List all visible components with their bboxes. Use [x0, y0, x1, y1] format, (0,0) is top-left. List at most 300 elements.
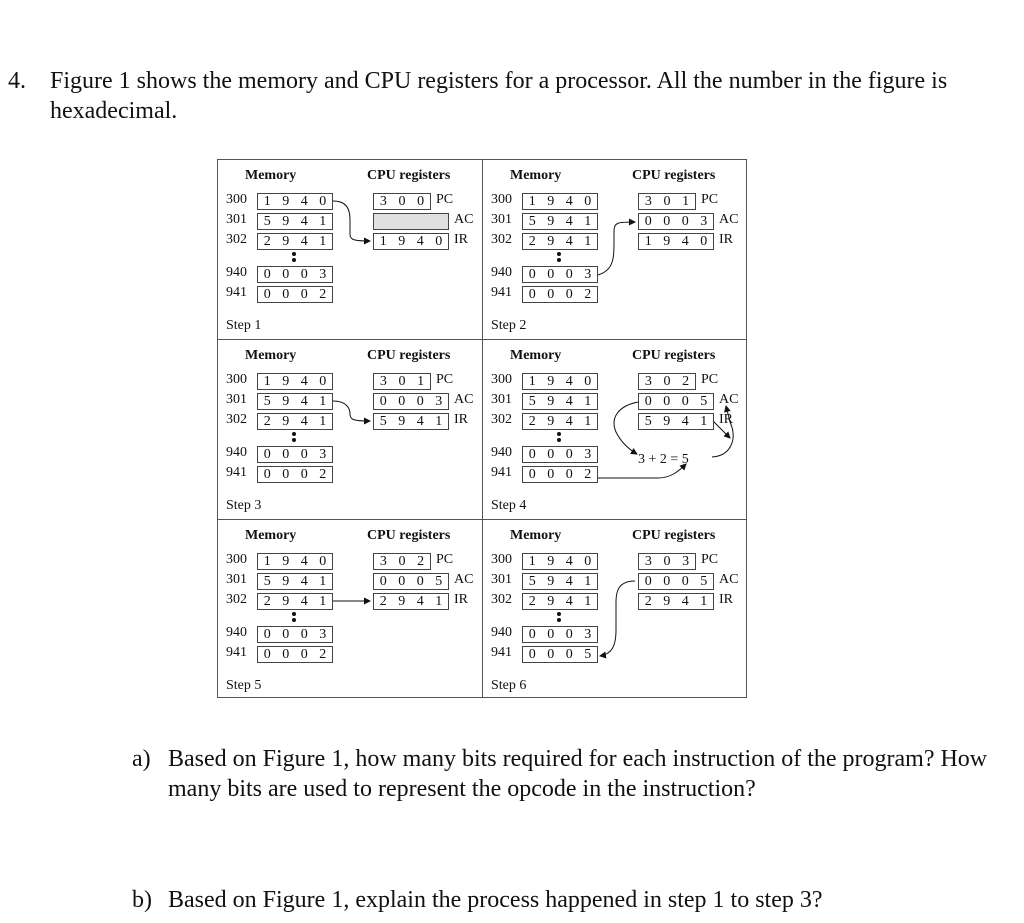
hex-digit: 3 [584, 266, 592, 282]
step-label: Step 4 [491, 498, 527, 513]
hex-digit: 4 [300, 213, 308, 229]
hex-digit: 3 [700, 213, 708, 229]
hex-digit: 1 [319, 213, 327, 229]
subquestion-label: a) [132, 746, 151, 772]
ellipsis-dot [557, 438, 561, 442]
hex-digit: 1 [319, 413, 327, 429]
hex-digit: 2 [528, 593, 536, 609]
hex-digit: 0 [263, 626, 271, 642]
hex-digit: 1 [319, 393, 327, 409]
memory-title: Memory [510, 168, 562, 183]
subquestion-text: Based on Figure 1, how many bits required for each instruction of the program? How many bits are used to represent the opcode in the instruction? [168, 746, 988, 802]
hex-digit: 4 [300, 233, 308, 249]
hex-digit: 5 [700, 573, 708, 589]
memory-cell [522, 373, 598, 390]
memory-address: 300 [491, 372, 512, 387]
hex-digit: 0 [398, 393, 406, 409]
hex-digit: 2 [682, 373, 690, 389]
hex-digit: 1 [435, 413, 443, 429]
hex-digit: 9 [282, 233, 290, 249]
cpu-registers-title: CPU registers [367, 168, 451, 183]
memory-address: 302 [491, 232, 512, 247]
memory-cell [257, 373, 333, 390]
hex-digit: 0 [282, 446, 290, 462]
register-label-pc: PC [436, 552, 454, 567]
memory-cell [257, 626, 333, 643]
hex-digit: 2 [263, 413, 271, 429]
hex-digit: 0 [681, 393, 689, 409]
hex-digit: 0 [263, 466, 271, 482]
register-ir [638, 413, 714, 430]
ellipsis-dot [292, 618, 296, 622]
memory-address: 302 [491, 412, 512, 427]
hex-digit: 1 [263, 553, 271, 569]
register-pc [373, 373, 431, 390]
memory-cell [257, 553, 333, 570]
register-label-pc: PC [701, 192, 719, 207]
memory-address: 940 [226, 445, 247, 460]
hex-digit: 4 [565, 233, 573, 249]
hex-digit: 0 [319, 373, 327, 389]
hex-digit: 9 [282, 553, 290, 569]
step-panel [218, 340, 482, 519]
hex-digit: 4 [565, 553, 573, 569]
hex-digit: 4 [300, 573, 308, 589]
ellipsis-dot [292, 258, 296, 262]
hex-digit: 0 [565, 466, 573, 482]
memory-address: 300 [226, 552, 247, 567]
ellipsis-dot [292, 432, 296, 436]
memory-address: 941 [491, 645, 512, 660]
hex-digit: 0 [565, 626, 573, 642]
register-label-ir: IR [454, 412, 468, 427]
hex-digit: 0 [398, 553, 406, 569]
memory-address: 301 [226, 392, 247, 407]
memory-cell [257, 446, 333, 463]
memory-cell [257, 266, 333, 283]
hex-digit: 0 [416, 393, 424, 409]
memory-address: 940 [491, 625, 512, 640]
hex-digit: 5 [379, 413, 387, 429]
register-ac [638, 393, 714, 410]
hex-digit: 0 [584, 553, 592, 569]
hex-digit: 9 [547, 573, 555, 589]
hex-digit: 9 [547, 193, 555, 209]
register-ac [638, 573, 714, 590]
hex-digit: 2 [319, 646, 327, 662]
memory-cell [257, 413, 333, 430]
hex-digit: 3 [584, 626, 592, 642]
hex-digit: 4 [681, 413, 689, 429]
hex-digit: 5 [263, 393, 271, 409]
hex-digit: 1 [700, 413, 708, 429]
hex-digit: 5 [528, 573, 536, 589]
register-pc [638, 373, 696, 390]
hex-digit: 0 [547, 466, 555, 482]
hex-digit: 9 [282, 393, 290, 409]
register-ac [638, 213, 714, 230]
hex-digit: 4 [300, 413, 308, 429]
hex-digit: 1 [528, 193, 536, 209]
hex-digit: 4 [565, 193, 573, 209]
cpu-registers-title: CPU registers [632, 528, 716, 543]
memory-title: Memory [510, 528, 562, 543]
register-label-ac: AC [719, 392, 739, 407]
register-label-ir: IR [719, 412, 733, 427]
hex-digit: 1 [682, 193, 690, 209]
register-label-pc: PC [436, 192, 454, 207]
hex-digit: 0 [547, 646, 555, 662]
hex-digit: 2 [417, 553, 425, 569]
hex-digit: 3 [379, 193, 387, 209]
ellipsis-dot [557, 252, 561, 256]
hex-digit: 1 [417, 373, 425, 389]
hex-digit: 5 [584, 646, 592, 662]
memory-cell [257, 593, 333, 610]
sum-annotation: 3 + 2 = 5 [638, 452, 689, 467]
hex-digit: 1 [435, 593, 443, 609]
memory-address: 941 [491, 285, 512, 300]
memory-cell [522, 646, 598, 663]
hex-digit: 0 [282, 646, 290, 662]
memory-cell [522, 193, 598, 210]
cpu-registers-title: CPU registers [367, 528, 451, 543]
cpu-registers-title: CPU registers [367, 348, 451, 363]
register-pc [638, 193, 696, 210]
hex-digit: 0 [663, 553, 671, 569]
hex-digit: 4 [416, 233, 424, 249]
hex-digit: 0 [528, 266, 536, 282]
hex-digit: 0 [300, 626, 308, 642]
hex-digit: 4 [416, 593, 424, 609]
memory-cell [522, 593, 598, 610]
question-text: Figure 1 shows the memory and CPU registers for a processor. All the number in the figure is hexadecimal. [50, 68, 948, 124]
hex-digit: 0 [663, 193, 671, 209]
memory-title: Memory [245, 348, 297, 363]
hex-digit: 4 [565, 213, 573, 229]
hex-digit: 0 [300, 286, 308, 302]
memory-cell [522, 266, 598, 283]
hex-digit: 3 [644, 193, 652, 209]
hex-digit: 0 [282, 266, 290, 282]
hex-digit: 9 [547, 373, 555, 389]
memory-address: 300 [226, 192, 247, 207]
register-label-pc: PC [436, 372, 454, 387]
hex-digit: 1 [263, 193, 271, 209]
register-ir [638, 593, 714, 610]
hex-digit: 0 [398, 573, 406, 589]
register-ir [373, 413, 449, 430]
hex-digit: 0 [379, 573, 387, 589]
figure-1 [217, 159, 747, 698]
hex-digit: 0 [663, 373, 671, 389]
hex-digit: 0 [547, 626, 555, 642]
hex-digit: 0 [565, 446, 573, 462]
register-ac [373, 393, 449, 410]
subquestion-text: Based on Figure 1, explain the process happened in step 1 to step 3? [168, 887, 823, 913]
register-label-ac: AC [719, 212, 739, 227]
step-panel [483, 340, 747, 519]
memory-address: 941 [226, 285, 247, 300]
memory-address: 300 [491, 552, 512, 567]
hex-digit: 0 [300, 266, 308, 282]
hex-digit: 5 [435, 573, 443, 589]
hex-digit: 3 [319, 266, 327, 282]
hex-digit: 5 [644, 413, 652, 429]
hex-digit: 0 [263, 646, 271, 662]
hex-digit: 5 [700, 393, 708, 409]
register-label-pc: PC [701, 372, 719, 387]
hex-digit: 0 [416, 573, 424, 589]
hex-digit: 0 [398, 193, 406, 209]
hex-digit: 4 [300, 373, 308, 389]
register-ir [373, 593, 449, 610]
step-label: Step 1 [226, 318, 262, 333]
register-label-ir: IR [719, 592, 733, 607]
hex-digit: 2 [263, 593, 271, 609]
hex-digit: 9 [547, 413, 555, 429]
step-panel [218, 520, 482, 699]
register-label-ac: AC [454, 572, 474, 587]
hex-digit: 0 [547, 446, 555, 462]
hex-digit: 4 [565, 373, 573, 389]
hex-digit: 0 [379, 393, 387, 409]
hex-digit: 4 [565, 593, 573, 609]
memory-cell [522, 466, 598, 483]
register-pc [373, 553, 431, 570]
register-label-ir: IR [454, 592, 468, 607]
ellipsis-dot [292, 438, 296, 442]
hex-digit: 1 [319, 573, 327, 589]
register-label-ir: IR [719, 232, 733, 247]
hex-digit: 9 [282, 193, 290, 209]
hex-digit: 0 [663, 393, 671, 409]
memory-address: 940 [226, 265, 247, 280]
hex-digit: 0 [681, 213, 689, 229]
hex-digit: 1 [263, 373, 271, 389]
hex-digit: 0 [584, 373, 592, 389]
hex-digit: 0 [528, 626, 536, 642]
register-ac [373, 573, 449, 590]
hex-digit: 2 [584, 466, 592, 482]
hex-digit: 0 [319, 553, 327, 569]
register-pc [638, 553, 696, 570]
hex-digit: 9 [663, 593, 671, 609]
memory-cell [522, 393, 598, 410]
hex-digit: 0 [282, 466, 290, 482]
hex-digit: 2 [584, 286, 592, 302]
hex-digit: 9 [398, 233, 406, 249]
hex-digit: 0 [644, 393, 652, 409]
memory-cell [522, 286, 598, 303]
memory-cell [257, 393, 333, 410]
hex-digit: 9 [547, 553, 555, 569]
step-panel [483, 520, 747, 699]
hex-digit: 0 [663, 573, 671, 589]
hex-digit: 9 [282, 573, 290, 589]
ellipsis-dot [292, 252, 296, 256]
hex-digit: 0 [528, 646, 536, 662]
hex-digit: 2 [644, 593, 652, 609]
hex-digit: 1 [584, 233, 592, 249]
memory-address: 300 [226, 372, 247, 387]
hex-digit: 2 [263, 233, 271, 249]
memory-address: 302 [226, 592, 247, 607]
hex-digit: 9 [547, 213, 555, 229]
memory-address: 302 [226, 232, 247, 247]
hex-digit: 3 [379, 373, 387, 389]
memory-address: 941 [491, 465, 512, 480]
register-label-ir: IR [454, 232, 468, 247]
hex-digit: 0 [663, 213, 671, 229]
ellipsis-dot [557, 612, 561, 616]
hex-digit: 0 [282, 286, 290, 302]
memory-cell [257, 646, 333, 663]
memory-address: 941 [226, 645, 247, 660]
hex-digit: 0 [263, 446, 271, 462]
cpu-registers-title: CPU registers [632, 168, 716, 183]
memory-address: 940 [491, 265, 512, 280]
hex-digit: 3 [435, 393, 443, 409]
hex-digit: 4 [565, 573, 573, 589]
step-label: Step 5 [226, 678, 262, 693]
memory-address: 301 [491, 572, 512, 587]
hex-digit: 0 [282, 626, 290, 642]
step-label: Step 3 [226, 498, 262, 513]
hex-digit: 9 [282, 213, 290, 229]
ellipsis-dot [557, 432, 561, 436]
register-ir [638, 233, 714, 250]
hex-digit: 0 [528, 466, 536, 482]
memory-cell [522, 446, 598, 463]
hex-digit: 0 [584, 193, 592, 209]
hex-digit: 0 [547, 286, 555, 302]
hex-digit: 1 [700, 593, 708, 609]
hex-digit: 2 [379, 593, 387, 609]
hex-digit: 1 [319, 593, 327, 609]
memory-address: 300 [491, 192, 512, 207]
register-label-pc: PC [701, 552, 719, 567]
register-ac [373, 213, 449, 230]
hex-digit: 0 [547, 266, 555, 282]
hex-digit: 1 [584, 593, 592, 609]
hex-digit: 0 [565, 646, 573, 662]
register-pc [373, 193, 431, 210]
register-ir [373, 233, 449, 250]
hex-digit: 0 [700, 233, 708, 249]
memory-cell [522, 413, 598, 430]
hex-digit: 0 [528, 286, 536, 302]
hex-digit: 0 [319, 193, 327, 209]
memory-address: 301 [226, 212, 247, 227]
memory-cell [522, 553, 598, 570]
hex-digit: 4 [565, 413, 573, 429]
memory-cell [522, 626, 598, 643]
hex-digit: 3 [644, 553, 652, 569]
hex-digit: 1 [644, 233, 652, 249]
cpu-registers-title: CPU registers [632, 348, 716, 363]
hex-digit: 5 [528, 213, 536, 229]
hex-digit: 3 [584, 446, 592, 462]
hex-digit: 1 [528, 373, 536, 389]
hex-digit: 4 [416, 413, 424, 429]
hex-digit: 9 [547, 593, 555, 609]
hex-digit: 3 [682, 553, 690, 569]
step-label: Step 2 [491, 318, 527, 333]
hex-digit: 3 [379, 553, 387, 569]
hex-digit: 0 [644, 573, 652, 589]
memory-address: 302 [226, 412, 247, 427]
question-number: 4. [8, 68, 26, 94]
hex-digit: 1 [584, 213, 592, 229]
hex-digit: 3 [319, 446, 327, 462]
hex-digit: 2 [528, 413, 536, 429]
hex-digit: 0 [300, 646, 308, 662]
hex-digit: 4 [300, 593, 308, 609]
register-label-ac: AC [454, 392, 474, 407]
hex-digit: 9 [547, 233, 555, 249]
step-label: Step 6 [491, 678, 527, 693]
hex-digit: 9 [398, 413, 406, 429]
memory-address: 940 [491, 445, 512, 460]
hex-digit: 0 [300, 466, 308, 482]
memory-cell [522, 233, 598, 250]
memory-address: 302 [491, 592, 512, 607]
register-label-ac: AC [454, 212, 474, 227]
hex-digit: 0 [528, 446, 536, 462]
hex-digit: 1 [584, 393, 592, 409]
memory-title: Memory [510, 348, 562, 363]
hex-digit: 4 [565, 393, 573, 409]
hex-digit: 4 [300, 393, 308, 409]
hex-digit: 0 [398, 373, 406, 389]
register-label-ac: AC [719, 572, 739, 587]
hex-digit: 1 [584, 573, 592, 589]
hex-digit: 1 [319, 233, 327, 249]
hex-digit: 4 [681, 233, 689, 249]
hex-digit: 9 [282, 413, 290, 429]
hex-digit: 4 [300, 553, 308, 569]
hex-digit: 0 [300, 446, 308, 462]
hex-digit: 9 [663, 233, 671, 249]
hex-digit: 9 [547, 393, 555, 409]
hex-digit: 9 [398, 593, 406, 609]
hex-digit: 1 [528, 553, 536, 569]
memory-title: Memory [245, 168, 297, 183]
memory-cell [257, 233, 333, 250]
hex-digit: 5 [263, 213, 271, 229]
step-panel [483, 160, 747, 339]
memory-address: 301 [491, 212, 512, 227]
step-panel [218, 160, 482, 339]
memory-cell [257, 213, 333, 230]
ellipsis-dot [557, 618, 561, 622]
hex-digit: 4 [300, 193, 308, 209]
memory-cell [257, 466, 333, 483]
hex-digit: 5 [263, 573, 271, 589]
hex-digit: 0 [644, 213, 652, 229]
hex-digit: 1 [379, 233, 387, 249]
memory-cell [257, 193, 333, 210]
hex-digit: 2 [319, 466, 327, 482]
hex-digit: 2 [319, 286, 327, 302]
hex-digit: 0 [565, 286, 573, 302]
hex-digit: 4 [681, 593, 689, 609]
hex-digit: 9 [282, 593, 290, 609]
subquestion-label: b) [132, 887, 152, 913]
memory-cell [522, 213, 598, 230]
memory-address: 941 [226, 465, 247, 480]
